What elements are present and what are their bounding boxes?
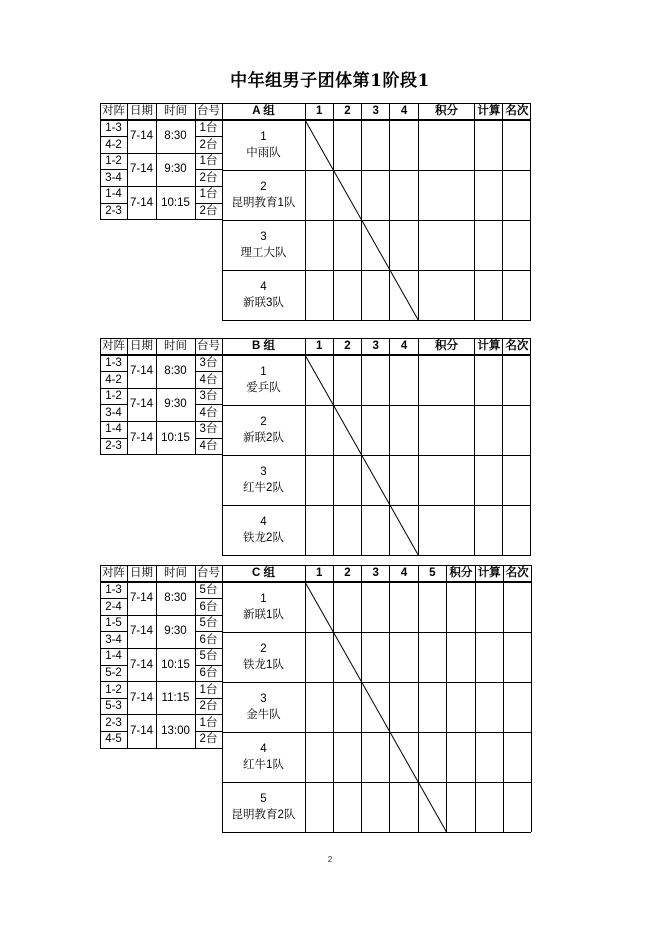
match-pair: 1-3 bbox=[105, 583, 122, 596]
grid-line bbox=[305, 338, 306, 555]
match-date: 7-14 bbox=[129, 365, 154, 378]
match-pair: 1-3 bbox=[105, 356, 122, 369]
match-table: 6台 bbox=[199, 600, 218, 613]
match-date: 7-14 bbox=[129, 398, 154, 411]
header-date: 日期 bbox=[130, 105, 153, 118]
grid-line bbox=[361, 565, 362, 832]
match-pair: 1-4 bbox=[105, 650, 122, 663]
team-cell bbox=[222, 682, 305, 732]
match-pair: 1-2 bbox=[105, 390, 122, 403]
grid-line bbox=[474, 103, 475, 320]
team-number: 1 bbox=[260, 593, 267, 605]
grid-line bbox=[333, 338, 334, 555]
grid-line bbox=[418, 565, 419, 832]
match-pair: 2-4 bbox=[105, 600, 122, 613]
grid-line bbox=[530, 338, 531, 555]
grid-line bbox=[195, 169, 222, 170]
header-team-number: 3 bbox=[372, 340, 379, 353]
header-score: 积分 bbox=[435, 105, 459, 118]
grid-line bbox=[100, 169, 127, 170]
grid-line bbox=[127, 103, 128, 220]
team-number: 1 bbox=[260, 366, 267, 378]
grid-line bbox=[100, 119, 531, 120]
grid-line bbox=[100, 421, 222, 422]
grid-line bbox=[222, 405, 531, 406]
header-time: 时间 bbox=[164, 105, 187, 118]
grid-line bbox=[222, 270, 531, 271]
team-number: 4 bbox=[260, 281, 267, 293]
grid-line bbox=[361, 338, 362, 555]
match-table: 4台 bbox=[199, 439, 218, 452]
team-number: 3 bbox=[260, 466, 267, 478]
team-name: 铁龙2队 bbox=[243, 532, 284, 544]
team-number: 2 bbox=[260, 181, 267, 193]
header-team-number: 1 bbox=[315, 105, 323, 118]
header-team-number: 4 bbox=[400, 340, 408, 353]
grid-line bbox=[195, 438, 222, 439]
grid-line bbox=[100, 388, 222, 389]
header-rank: 名次 bbox=[505, 105, 529, 118]
header-team-number: 1 bbox=[315, 340, 323, 353]
grid-line bbox=[100, 404, 127, 405]
grid-line bbox=[333, 103, 334, 320]
grid-line bbox=[475, 565, 476, 832]
header-team-number: 5 bbox=[429, 567, 436, 580]
match-date: 7-14 bbox=[129, 592, 154, 605]
grid-line bbox=[100, 338, 101, 455]
match-table: 5台 bbox=[199, 583, 218, 596]
match-date: 7-14 bbox=[129, 725, 154, 738]
grid-line bbox=[305, 103, 306, 320]
grid-line bbox=[222, 170, 531, 171]
grid-line bbox=[100, 665, 127, 666]
grid-line bbox=[195, 371, 222, 372]
grid-line bbox=[100, 103, 101, 220]
header-team-number: 4 bbox=[400, 105, 408, 118]
match-pair: 3-4 bbox=[105, 633, 122, 646]
grid-line bbox=[100, 598, 127, 599]
grid-line bbox=[222, 455, 531, 456]
team-number: 5 bbox=[260, 793, 267, 805]
page-title: 中年组男子团体第1阶段1 bbox=[230, 71, 430, 91]
match-pair: 3-4 bbox=[105, 171, 122, 184]
team-cell bbox=[222, 455, 305, 505]
header-score: 积分 bbox=[435, 340, 459, 353]
header-calc: 计算 bbox=[477, 340, 501, 353]
grid-line bbox=[100, 698, 127, 699]
match-date: 7-14 bbox=[129, 658, 154, 671]
grid-line bbox=[418, 338, 419, 555]
team-number: 4 bbox=[260, 743, 267, 755]
group-name: A 组 bbox=[252, 105, 275, 118]
header-match: 对阵 bbox=[102, 105, 125, 118]
grid-line bbox=[100, 454, 222, 455]
grid-line bbox=[222, 832, 531, 833]
team-name: 红牛2队 bbox=[243, 482, 284, 494]
grid-line bbox=[100, 203, 127, 204]
grid-line bbox=[156, 338, 157, 455]
grid-line bbox=[100, 565, 101, 748]
grid-line bbox=[100, 438, 127, 439]
grid-line bbox=[195, 338, 196, 455]
match-table: 3台 bbox=[199, 390, 218, 403]
match-pair: 2-3 bbox=[105, 716, 122, 729]
match-time: 13:00 bbox=[161, 725, 190, 738]
match-time: 9:30 bbox=[164, 163, 187, 176]
team-name: 新联3队 bbox=[243, 297, 284, 309]
team-name: 昆明教育1队 bbox=[231, 197, 296, 209]
grid-line bbox=[222, 103, 223, 320]
match-table: 1台 bbox=[199, 188, 218, 201]
grid-line bbox=[389, 103, 390, 320]
header-time: 时间 bbox=[164, 567, 187, 580]
header-team-number: 3 bbox=[372, 105, 379, 118]
match-table: 1台 bbox=[199, 121, 218, 134]
grid-line bbox=[474, 338, 475, 555]
team-number: 1 bbox=[260, 131, 267, 143]
grid-line bbox=[195, 404, 222, 405]
grid-line bbox=[502, 103, 503, 320]
match-table: 1台 bbox=[199, 716, 218, 729]
match-pair: 1-4 bbox=[105, 423, 122, 436]
grid-line bbox=[222, 682, 531, 683]
team-cell bbox=[222, 270, 305, 320]
grid-line bbox=[100, 565, 531, 566]
match-time: 9:30 bbox=[164, 398, 187, 411]
match-time: 8:30 bbox=[164, 130, 187, 143]
match-table: 1台 bbox=[199, 683, 218, 696]
grid-line bbox=[156, 565, 157, 748]
grid-line bbox=[100, 371, 127, 372]
team-name: 新联2队 bbox=[243, 432, 284, 444]
group-name: C 组 bbox=[252, 567, 275, 580]
header-team-number: 1 bbox=[315, 567, 323, 580]
team-cell bbox=[222, 170, 305, 220]
match-pair: 5-3 bbox=[105, 700, 122, 713]
grid-line bbox=[100, 681, 222, 682]
match-table: 2台 bbox=[199, 204, 218, 217]
team-name: 爱乒队 bbox=[246, 382, 281, 394]
grid-line bbox=[195, 136, 222, 137]
grid-line bbox=[100, 648, 222, 649]
header-date: 日期 bbox=[130, 567, 153, 580]
grid-line bbox=[222, 320, 531, 321]
grid-line bbox=[195, 103, 196, 220]
grid-line bbox=[100, 103, 531, 104]
header-time: 时间 bbox=[164, 340, 187, 353]
header-table: 台号 bbox=[197, 105, 220, 118]
team-name: 中雨队 bbox=[246, 147, 281, 159]
grid-line bbox=[503, 565, 504, 832]
header-team-number: 2 bbox=[344, 567, 351, 580]
grid-line bbox=[156, 103, 157, 220]
header-rank: 名次 bbox=[505, 567, 529, 580]
grid-line bbox=[195, 665, 222, 666]
header-team-number: 3 bbox=[372, 567, 379, 580]
grid-line bbox=[100, 338, 531, 339]
header-match: 对阵 bbox=[102, 567, 125, 580]
match-table: 2台 bbox=[199, 733, 218, 746]
match-pair: 5-2 bbox=[105, 666, 122, 679]
match-pair: 1-2 bbox=[105, 155, 122, 168]
grid-line bbox=[389, 565, 390, 832]
team-cell bbox=[222, 632, 305, 682]
match-table: 4台 bbox=[199, 406, 218, 419]
match-date: 7-14 bbox=[129, 130, 154, 143]
grid-line bbox=[446, 565, 447, 832]
match-time: 8:30 bbox=[164, 592, 187, 605]
team-cell bbox=[222, 355, 305, 405]
match-date: 7-14 bbox=[129, 196, 154, 209]
header-calc: 计算 bbox=[477, 105, 501, 118]
team-cell bbox=[222, 405, 305, 455]
header-calc: 计算 bbox=[477, 567, 501, 580]
team-number: 3 bbox=[260, 693, 267, 705]
match-pair: 1-3 bbox=[105, 121, 122, 134]
team-number: 4 bbox=[260, 516, 267, 528]
team-number: 2 bbox=[260, 416, 267, 428]
diagonal-line-stroke bbox=[305, 582, 447, 832]
match-time: 11:15 bbox=[161, 691, 190, 704]
team-cell bbox=[222, 220, 305, 270]
match-time: 8:30 bbox=[164, 365, 187, 378]
grid-line bbox=[100, 354, 531, 355]
grid-line bbox=[195, 598, 222, 599]
grid-line bbox=[531, 565, 532, 832]
match-time: 9:30 bbox=[164, 625, 187, 638]
match-table: 2台 bbox=[199, 138, 218, 151]
team-cell bbox=[222, 120, 305, 170]
team-name: 昆明教育2队 bbox=[231, 809, 296, 821]
team-name: 红牛1队 bbox=[243, 759, 284, 771]
header-team-number: 2 bbox=[344, 340, 351, 353]
grid-line bbox=[127, 338, 128, 455]
header-rank: 名次 bbox=[505, 340, 529, 353]
match-table: 6台 bbox=[199, 666, 218, 679]
match-date: 7-14 bbox=[129, 625, 154, 638]
grid-line bbox=[127, 565, 128, 748]
grid-line bbox=[100, 581, 531, 582]
team-cell bbox=[222, 582, 305, 632]
grid-line bbox=[100, 219, 222, 220]
match-table: 5台 bbox=[199, 650, 218, 663]
grid-line bbox=[100, 615, 222, 616]
grid-line bbox=[222, 220, 531, 221]
match-pair: 4-5 bbox=[105, 733, 122, 746]
grid-line bbox=[333, 565, 334, 832]
match-pair: 1-4 bbox=[105, 188, 122, 201]
grid-line bbox=[418, 103, 419, 320]
grid-line bbox=[100, 714, 222, 715]
header-table: 台号 bbox=[197, 567, 220, 580]
grid-line bbox=[361, 103, 362, 320]
grid-line bbox=[195, 565, 196, 748]
grid-line bbox=[530, 103, 531, 320]
grid-line bbox=[100, 136, 127, 137]
grid-line bbox=[222, 632, 531, 633]
grid-line bbox=[100, 186, 222, 187]
header-team-number: 4 bbox=[400, 567, 408, 580]
match-date: 7-14 bbox=[129, 163, 154, 176]
grid-line bbox=[222, 555, 531, 556]
grid-line bbox=[305, 565, 306, 832]
match-table: 3台 bbox=[199, 423, 218, 436]
grid-line bbox=[222, 505, 531, 506]
match-table: 3台 bbox=[199, 356, 218, 369]
team-number: 3 bbox=[260, 231, 267, 243]
page-number: 2 bbox=[327, 855, 333, 864]
grid-line bbox=[195, 203, 222, 204]
match-time: 10:15 bbox=[161, 658, 190, 671]
match-table: 6台 bbox=[199, 633, 218, 646]
grid-line bbox=[389, 338, 390, 555]
team-name: 金牛队 bbox=[246, 709, 281, 721]
team-cell bbox=[222, 782, 305, 832]
grid-line bbox=[195, 631, 222, 632]
grid-line bbox=[222, 338, 223, 555]
team-cell bbox=[222, 732, 305, 782]
match-date: 7-14 bbox=[129, 431, 154, 444]
match-pair: 4-2 bbox=[105, 138, 122, 151]
header-match: 对阵 bbox=[102, 340, 125, 353]
match-pair: 1-5 bbox=[105, 617, 122, 630]
header-team-number: 2 bbox=[344, 105, 351, 118]
grid-line bbox=[100, 153, 222, 154]
team-name: 新联1队 bbox=[243, 609, 284, 621]
group-name: B 组 bbox=[252, 340, 275, 353]
grid-line bbox=[100, 731, 127, 732]
match-pair: 2-3 bbox=[105, 439, 122, 452]
grid-line bbox=[195, 731, 222, 732]
match-pair: 3-4 bbox=[105, 406, 122, 419]
match-table: 2台 bbox=[199, 171, 218, 184]
team-number: 2 bbox=[260, 643, 267, 655]
match-table: 5台 bbox=[199, 617, 218, 630]
team-name: 铁龙1队 bbox=[243, 659, 284, 671]
grid-line bbox=[195, 698, 222, 699]
match-pair: 4-2 bbox=[105, 373, 122, 386]
grid-line bbox=[222, 565, 223, 832]
match-table: 2台 bbox=[199, 700, 218, 713]
match-table: 1台 bbox=[199, 155, 218, 168]
match-time: 10:15 bbox=[161, 196, 190, 209]
match-pair: 2-3 bbox=[105, 204, 122, 217]
team-cell bbox=[222, 505, 305, 555]
grid-line bbox=[100, 748, 222, 749]
header-date: 日期 bbox=[130, 340, 153, 353]
match-pair: 1-2 bbox=[105, 683, 122, 696]
grid-line bbox=[222, 782, 531, 783]
header-table: 台号 bbox=[197, 340, 220, 353]
match-table: 4台 bbox=[199, 373, 218, 386]
match-time: 10:15 bbox=[161, 431, 190, 444]
match-date: 7-14 bbox=[129, 691, 154, 704]
grid-line bbox=[100, 631, 127, 632]
header-score: 积分 bbox=[449, 567, 473, 580]
team-name: 理工大队 bbox=[240, 247, 287, 259]
grid-line bbox=[502, 338, 503, 555]
grid-line bbox=[222, 732, 531, 733]
